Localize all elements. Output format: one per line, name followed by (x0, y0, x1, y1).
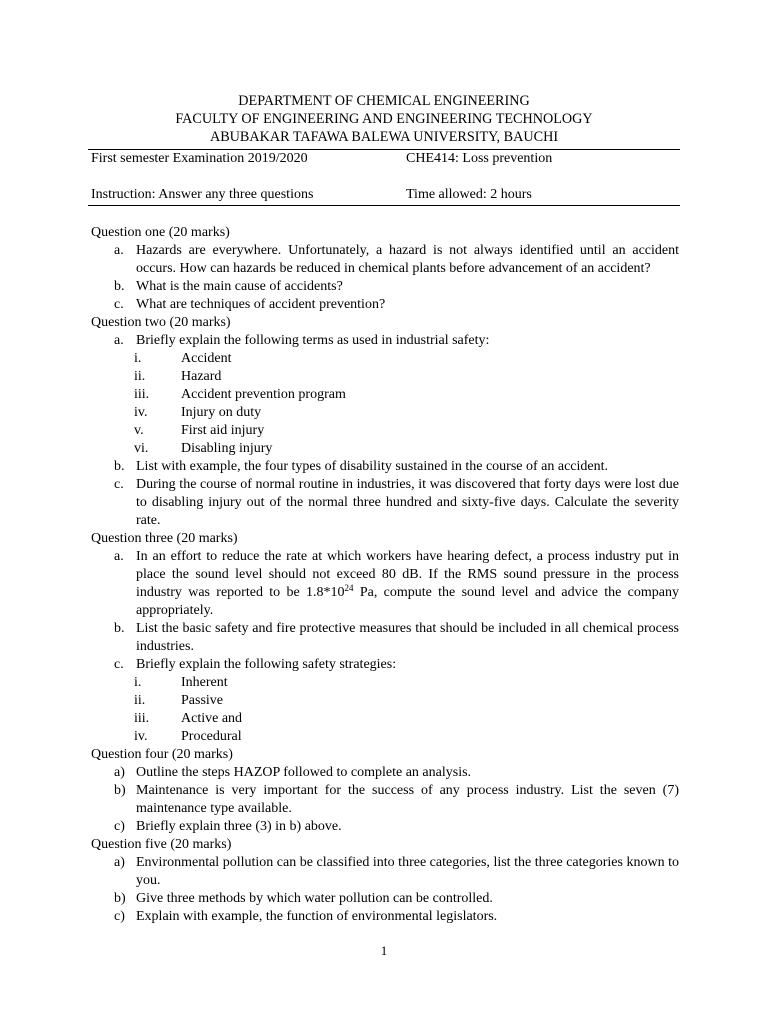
item-label: a. (114, 333, 124, 348)
strategy-label: i. (134, 675, 142, 690)
question-four-c (91, 818, 679, 836)
header-rule-bottom (88, 205, 680, 206)
item-label: b) (114, 783, 126, 798)
strategy-item (91, 674, 679, 692)
item-label: b. (114, 459, 125, 474)
question-five-c (91, 908, 679, 926)
course-code: CHE414: Loss prevention (406, 151, 553, 166)
question-four-a (91, 764, 679, 782)
term-item (91, 368, 679, 386)
question-three-a (91, 548, 679, 620)
question-one-c (91, 296, 679, 314)
exam-info-row (91, 150, 681, 168)
strategy-text: Passive (181, 693, 223, 708)
question-two-title: Question two (20 marks) (91, 315, 231, 330)
item-text: Outline the steps HAZOP followed to complete an analysis. (136, 765, 472, 780)
term-label: iv. (134, 405, 148, 420)
item-text: What is the main cause of accidents? (136, 279, 343, 294)
term-item (91, 404, 679, 422)
item-label: c) (114, 819, 125, 834)
question-four-b (91, 782, 679, 818)
item-text: What are techniques of accident prevention? (136, 297, 386, 312)
question-three-title: Question three (20 marks) (91, 531, 238, 546)
instruction-text: Instruction: Answer any three questions (91, 187, 314, 202)
item-text: Give three methods by which water pollution can be controlled. (136, 891, 493, 906)
item-label: a. (114, 549, 124, 564)
term-text: First aid injury (181, 423, 265, 438)
page-number: 1 (380, 943, 388, 958)
time-allowed: Time allowed: 2 hours (406, 187, 532, 202)
strategy-label: iv. (134, 729, 148, 744)
strategy-item (91, 728, 679, 746)
item-label: c. (114, 477, 124, 492)
item-text-part2: Pa, compute the sound level and advice the company appropriately. (136, 585, 679, 618)
exponent: 24 (344, 583, 354, 593)
term-item (91, 422, 679, 440)
item-label: b. (114, 621, 125, 636)
item-text: List the basic safety and fire protective measures that should be included in all chemical process industries. (136, 621, 679, 654)
item-text: Briefly explain three (3) in b) above. (136, 819, 342, 834)
question-one-a (91, 242, 679, 278)
faculty-title: FACULTY OF ENGINEERING AND ENGINEERING TECHNOLOGY (175, 111, 593, 127)
item-label: b) (114, 891, 126, 906)
question-one-title: Question one (20 marks) (91, 225, 230, 240)
strategy-label: ii. (134, 693, 146, 708)
item-text: Explain with example, the function of environmental legislators. (136, 909, 498, 924)
item-label: a) (114, 855, 125, 870)
question-three-c (91, 656, 679, 674)
term-label: i. (134, 351, 142, 366)
strategy-text: Procedural (181, 729, 242, 744)
term-label: ii. (134, 369, 146, 384)
item-text: Briefly explain the following terms as used in industrial safety: (136, 333, 490, 348)
department-title: DEPARTMENT OF CHEMICAL ENGINEERING (238, 93, 530, 109)
item-label: a. (114, 243, 124, 258)
question-four-title: Question four (20 marks) (91, 747, 233, 762)
question-five-a (91, 854, 679, 890)
item-label: c) (114, 909, 125, 924)
item-text: During the course of normal routine in industries, it was discovered that forty days were lost due to disabling injury out of the normal three hundred and sixty-five days. Calculate the severity rate. (136, 477, 679, 528)
exam-session: First semester Examination 2019/2020 (91, 151, 308, 166)
item-text: Maintenance is very important for the success of any process industry. List the seven (7) maintenance type available. (136, 783, 679, 816)
questions-body (91, 224, 679, 926)
university-title: ABUBAKAR TAFAWA BALEWA UNIVERSITY, BAUCHI (209, 129, 559, 145)
item-text: List with example, the four types of disability sustained in the course of an accident. (136, 459, 608, 474)
question-two-a (91, 332, 679, 350)
term-item (91, 350, 679, 368)
item-text-part1: In an effort to reduce the rate at which workers have hearing defect, a process industry put in place the sound level should not exceed 80 dB. If the RMS sound pressure in the process industry was reported to be 1.8*10 (136, 549, 679, 600)
item-text: Hazards are everywhere. Unfortunately, a hazard is not always identified until an accident occurs. How can hazards be reduced in chemical plants before advancement of an accident? (136, 243, 679, 276)
term-text: Injury on duty (181, 405, 262, 420)
question-two-b (91, 458, 679, 476)
item-text: Environmental pollution can be classified into three categories, list the three categories known to you. (136, 855, 679, 888)
strategy-item (91, 710, 679, 728)
question-one-b (91, 278, 679, 296)
question-two-c (91, 476, 679, 530)
term-label: v. (134, 423, 144, 438)
item-label: a) (114, 765, 125, 780)
term-text: Accident prevention program (181, 387, 346, 402)
question-five-b (91, 890, 679, 908)
instruction-row (91, 186, 681, 204)
item-label: b. (114, 279, 125, 294)
strategy-item (91, 692, 679, 710)
term-text: Accident (181, 351, 232, 366)
term-item (91, 440, 679, 458)
term-label: vi. (134, 441, 149, 456)
strategy-text: Active and (181, 711, 243, 726)
item-text: Briefly explain the following safety strategies: (136, 657, 397, 672)
term-label: iii. (134, 387, 150, 402)
strategy-text: Inherent (181, 675, 228, 690)
item-label: c. (114, 657, 124, 672)
question-five-title: Question five (20 marks) (91, 837, 232, 852)
document-header (0, 92, 768, 146)
question-three-b (91, 620, 679, 656)
strategy-label: iii. (134, 711, 150, 726)
term-text: Disabling injury (181, 441, 273, 456)
term-text: Hazard (181, 369, 222, 384)
item-label: c. (114, 297, 124, 312)
term-item (91, 386, 679, 404)
